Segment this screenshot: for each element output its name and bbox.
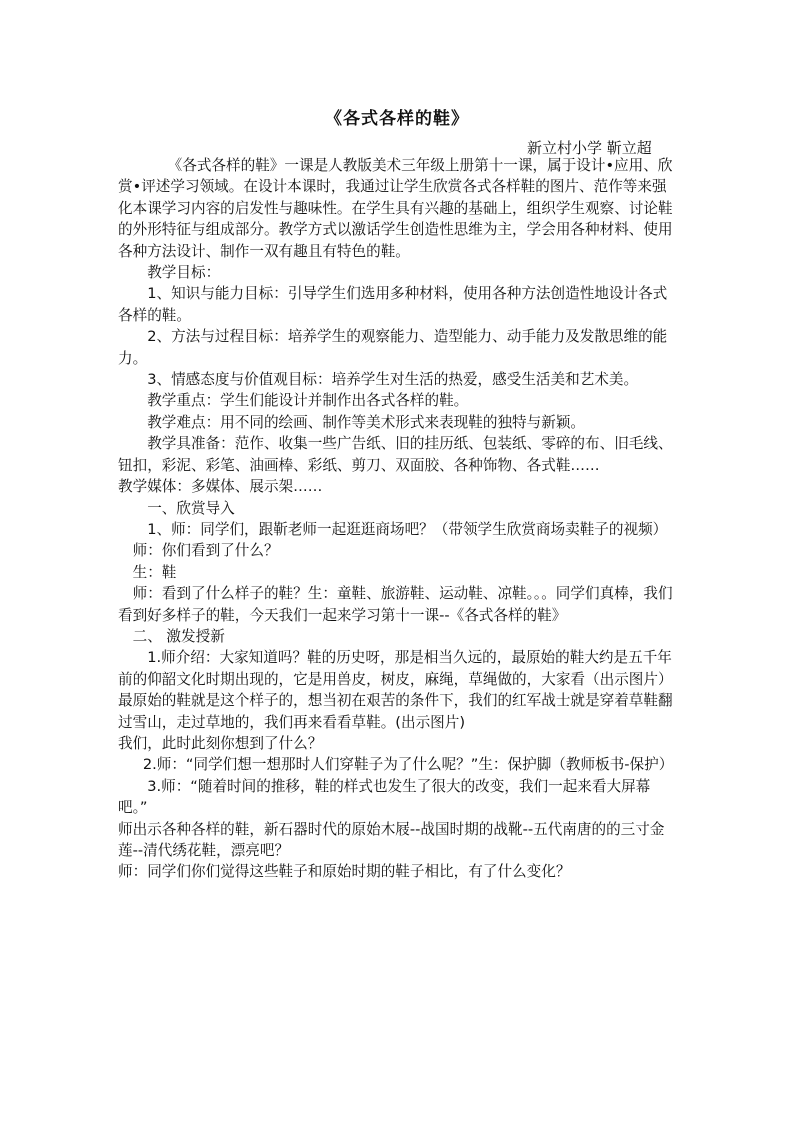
goal-item-1: 1、知识与能力目标：引导学生们选用多种材料，使用各种方法创造性地设计各式各样的鞋。 bbox=[118, 285, 668, 324]
document-title: 《各式各样的鞋》 bbox=[325, 109, 469, 129]
author-line: 新立村小学 靳立超 bbox=[527, 139, 652, 157]
section-2-item-1: 1.师介绍：大家知道吗？鞋的历史呀，那是相当久远的，最原始的鞋大约是五千年前的仰韶文化时期出现的，它是用兽皮，树皮，麻绳，草绳做的，大家看（出示图片）最原始的鞋就是这个样子的，想当初在艰苦的条件下，我们的红军战士就是穿着草鞋翻过雪山，走过草地的，我们再来看看草鞋。(出示图片) bbox=[118, 649, 673, 731]
section-heading-2: 二、 激发授新 bbox=[132, 627, 225, 645]
section-2-show: 师出示各种各样的鞋，新石器时代的原始木屐--战国时期的战靴--五代南唐的的三寸金莲--清代绣花鞋，漂亮吧？ bbox=[118, 820, 665, 859]
media: 教学媒体：多媒体、展示架…… bbox=[118, 478, 323, 496]
materials: 教学具准备：范作、收集一些广告纸、旧的挂历纸、包装纸、零碎的布、旧毛线、钮扣，彩泥、彩笔、油画棒、彩纸、剪刀、双面胶、各种饰物、各式鞋…… bbox=[118, 435, 673, 474]
goal-item-3: 3、情感态度与价值观目标：培养学生对生活的热爱，感受生活美和艺术美。 bbox=[147, 371, 639, 389]
goal-item-2: 2、方法与过程目标：培养学生的观察能力、造型能力、动手能力及发散思维的能力。 bbox=[118, 328, 668, 367]
section-1-answer: 生：鞋 bbox=[132, 563, 177, 581]
section-1-item-1: 1、师：同学们，跟靳老师一起逛逛商场吧？（带领学生欣赏商场卖鞋子的视频） bbox=[147, 520, 668, 538]
document-body bbox=[118, 155, 678, 883]
section-2-compare: 师：同学们你们觉得这些鞋子和原始时期的鞋子相比，有了什么变化？ bbox=[118, 863, 571, 881]
section-2-item-2: 2.师：“同学们想一想那时人们穿鞋子为了什么呢？”生：保护脚（教师板书-保护） bbox=[142, 756, 674, 774]
section-1-question: 师：你们看到了什么？ bbox=[132, 542, 279, 560]
section-2-think: 我们，此时此刻你想到了什么？ bbox=[118, 734, 323, 752]
difficulty: 教学难点：用不同的绘画、制作等美术形式来表现鞋的独特与新颖。 bbox=[147, 413, 586, 431]
intro-paragraph: 《各式各样的鞋》一课是人教版美术三年级上册第十一课，属于设计•应用、欣赏•评述学习领域。在设计本课时，我通过让学生欣赏各式各样鞋的图片、范作等来强化本课学习内容的启发性与趣味性。在学生具有兴趣的基础上，组织学生观察、讨论鞋的外形特征与组成部分。教学方式以激话学生创造性思维为主，学会用各种材料、使用各种方法设计、制作一双有趣且有特色的鞋。 bbox=[118, 157, 673, 260]
key-point: 教学重点：学生们能设计并制作出各式各样的鞋。 bbox=[147, 392, 469, 410]
section-2-item-3: 3.师：“随着时间的推移，鞋的样式也发生了很大的改变，我们一起来看大屏幕吧。” bbox=[118, 777, 651, 817]
goals-heading: 教学目标： bbox=[147, 264, 221, 282]
section-1-teacher: 师：看到了什么样子的鞋？生：童鞋、旅游鞋、运动鞋、凉鞋。。。同学们真棒，我们看到好多样子的鞋，今天我们一起来学习第十一课--《各式各样的鞋》 bbox=[118, 585, 673, 624]
section-heading-1: 一、欣赏导入 bbox=[147, 499, 235, 517]
